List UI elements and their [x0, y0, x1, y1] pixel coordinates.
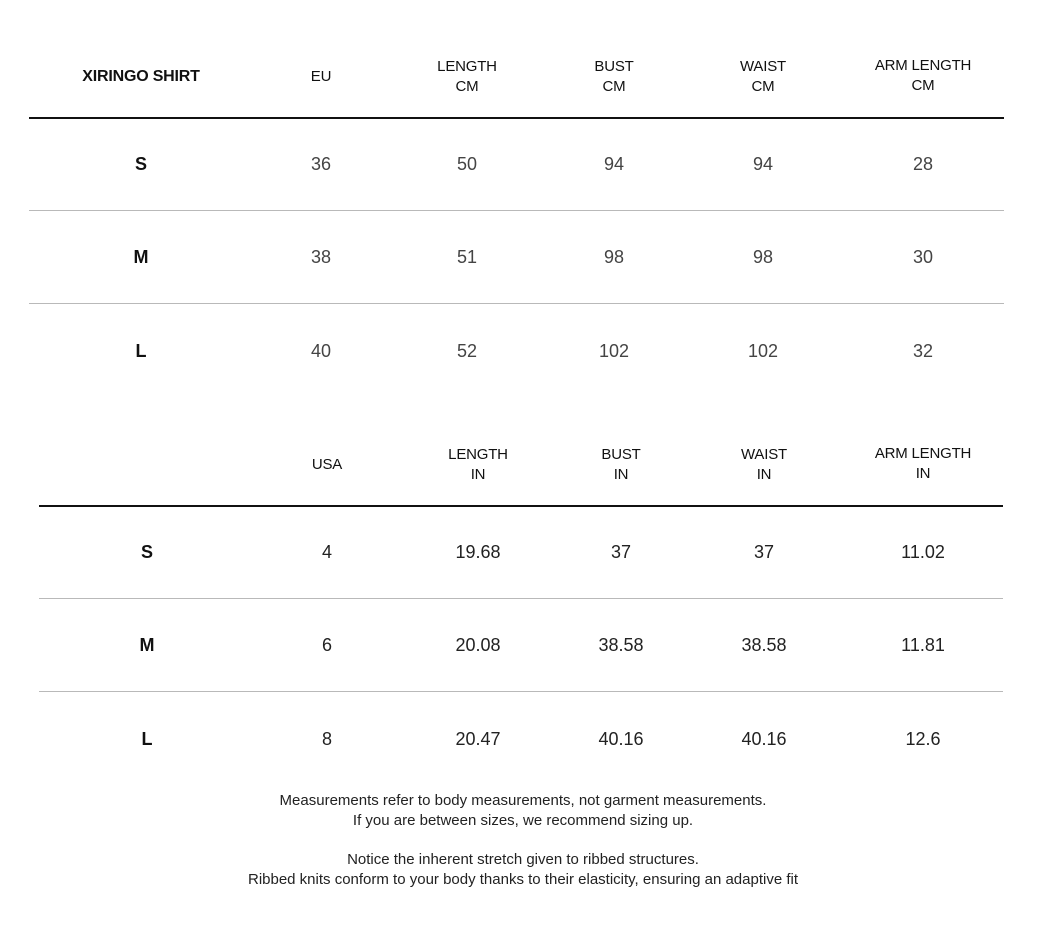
cell-waist: 37	[753, 542, 775, 562]
stretch-notes	[0, 850, 1046, 890]
size-table-in	[39, 424, 1003, 786]
cell-bust: 94	[603, 154, 625, 174]
cell-usa: 8	[321, 728, 333, 749]
header-bust-in: BUST IN	[601, 445, 641, 483]
note-line: Measurements refer to body measurements, not garment measurements.	[279, 792, 767, 809]
table-row	[29, 211, 1004, 304]
table-row	[29, 304, 1004, 398]
cell-bust: 98	[603, 246, 625, 267]
cell-eu: 36	[310, 154, 332, 174]
cell-arm-length: 11.02	[901, 542, 945, 562]
cell-length: 20.47	[455, 728, 501, 749]
note-line: Notice the inherent stretch given to ribbed structures.	[347, 851, 699, 868]
cell-eu: 38	[310, 246, 332, 267]
cell-bust: 37	[610, 542, 632, 562]
size-label: S	[134, 154, 148, 174]
product-title: XIRINGO SHIRT	[82, 67, 200, 85]
header-waist-cm: WAIST CM	[740, 57, 786, 95]
cell-arm-length: 30	[912, 246, 934, 267]
cell-waist: 94	[752, 154, 774, 174]
size-label: L	[141, 728, 153, 749]
measurement-notes	[0, 791, 1046, 831]
table-row	[39, 599, 1003, 692]
cell-length: 50	[456, 154, 478, 174]
cell-bust: 40.16	[598, 728, 644, 749]
cell-usa: 4	[321, 542, 333, 562]
cell-arm-length: 32	[912, 340, 934, 361]
size-label: M	[139, 634, 155, 655]
cell-waist: 102	[747, 340, 779, 361]
note-line: If you are between sizes, we recommend sizing up.	[352, 812, 694, 829]
table-header-row	[29, 36, 1004, 119]
size-label: S	[140, 542, 154, 562]
cell-eu: 40	[310, 340, 332, 361]
header-eu: EU	[310, 67, 332, 85]
cell-waist: 38.58	[741, 634, 787, 655]
header-arm-length-cm: ARM LENGTH CM	[874, 56, 972, 94]
table-header-row	[39, 424, 1003, 507]
cell-arm-length: 11.81	[901, 634, 945, 655]
cell-length: 20.08	[455, 634, 501, 655]
cell-arm-length: 12.6	[905, 728, 941, 749]
cell-waist: 40.16	[741, 728, 787, 749]
header-usa: USA	[311, 455, 343, 473]
header-arm-length-in: ARM LENGTH IN	[874, 444, 972, 482]
cell-arm-length: 28	[912, 154, 934, 174]
cell-length: 52	[456, 340, 478, 361]
cell-bust: 38.58	[598, 634, 644, 655]
note-line: Ribbed knits conform to your body thanks to their elasticity, ensuring an adaptive fit	[247, 871, 798, 888]
header-length-cm: LENGTH CM	[437, 57, 497, 95]
cell-usa: 6	[321, 634, 333, 655]
cell-waist: 98	[752, 246, 774, 267]
cell-length: 51	[456, 246, 478, 267]
table-row	[39, 507, 1003, 599]
cell-length: 19.68	[455, 542, 501, 562]
header-bust-cm: BUST CM	[594, 57, 634, 95]
table-row	[39, 692, 1003, 786]
size-table-cm	[29, 36, 1004, 398]
header-length-in: LENGTH IN	[448, 445, 508, 483]
size-label: L	[135, 340, 147, 361]
cell-bust: 102	[598, 340, 630, 361]
size-label: M	[133, 246, 149, 267]
header-waist-in: WAIST IN	[741, 445, 787, 483]
table-row	[29, 119, 1004, 211]
